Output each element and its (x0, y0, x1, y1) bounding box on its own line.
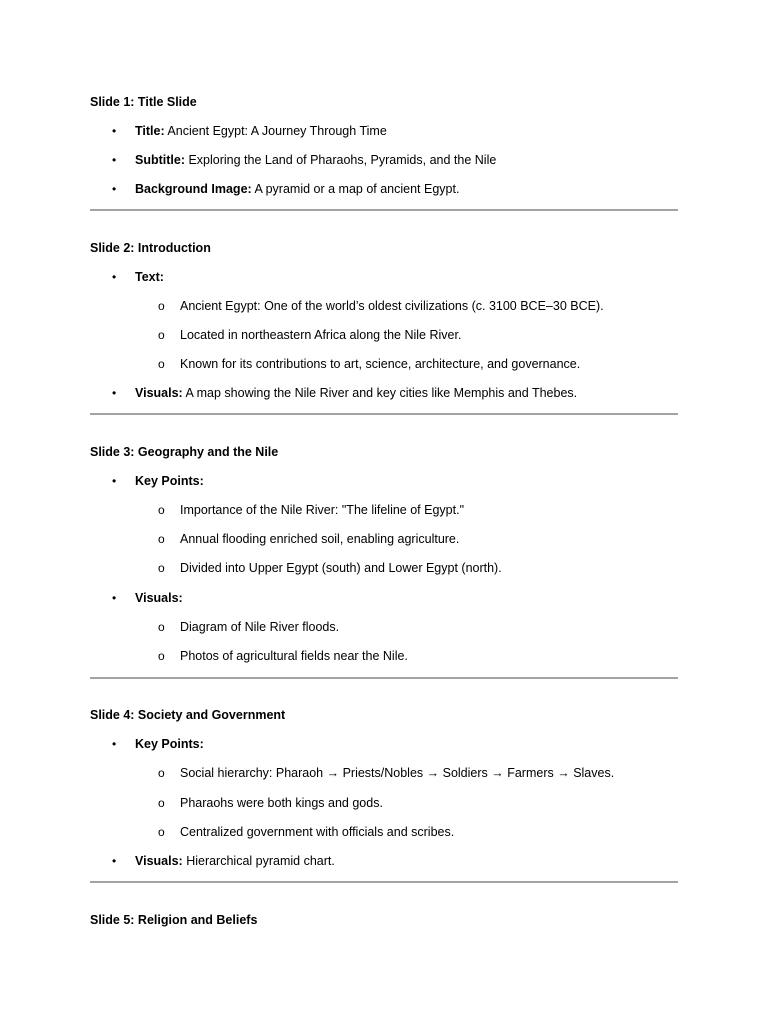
item-text: A map showing the Nile River and key cities like Memphis and Thebes. (182, 386, 578, 400)
list-item (135, 385, 577, 401)
sub-bullet-icon: o (158, 357, 165, 371)
item-text: Ancient Egypt: A Journey Through Time (164, 124, 387, 138)
bullet-icon: • (112, 124, 117, 138)
list-item (135, 269, 164, 285)
slide-heading: Slide 2: Introduction (90, 241, 211, 255)
item-text: Exploring the Land of Pharaohs, Pyramids, and the Nile (185, 153, 497, 167)
sub-list-item: Known for its contributions to art, science, architecture, and governance. (180, 357, 581, 371)
item-text: A pyramid or a map of ancient Egypt. (251, 182, 460, 196)
item-label: Visuals: (135, 854, 183, 868)
section-divider (90, 209, 678, 211)
sub-list-item: Importance of the Nile River: "The lifeline of Egypt." (180, 503, 465, 517)
slide-heading: Slide 1: Title Slide (90, 95, 197, 109)
list-item (135, 590, 183, 606)
item-label: Visuals: (135, 386, 183, 400)
sub-bullet-icon: o (158, 503, 165, 517)
bullet-icon: • (112, 854, 117, 868)
sub-bullet-icon: o (158, 328, 165, 342)
sub-list-item: Photos of agricultural fields near the Nile. (180, 649, 408, 663)
section-divider (90, 677, 678, 679)
sub-bullet-icon: o (158, 825, 165, 839)
item-label: Key Points: (135, 737, 204, 751)
section-divider (90, 881, 678, 883)
sub-list-item: Located in northeastern Africa along the Nile River. (180, 328, 462, 342)
sub-list-item: Ancient Egypt: One of the world’s oldest civilizations (c. 3100 BCE–30 BCE). (180, 299, 604, 313)
item-label: Background Image: (135, 182, 252, 196)
bullet-icon: • (112, 737, 117, 751)
bullet-icon: • (112, 270, 117, 284)
sub-bullet-icon: o (158, 620, 165, 634)
sub-list-item: Annual flooding enriched soil, enabling agriculture. (180, 532, 460, 546)
sub-bullet-icon: o (158, 532, 165, 546)
section-divider (90, 413, 678, 415)
list-item (135, 123, 387, 139)
sub-bullet-icon: o (158, 561, 165, 575)
sub-list-item: Pharaohs were both kings and gods. (180, 796, 383, 810)
sub-bullet-icon: o (158, 299, 165, 313)
sub-list-item: Diagram of Nile River floods. (180, 620, 340, 634)
sub-bullet-icon: o (158, 796, 165, 810)
slide-heading: Slide 4: Society and Government (90, 708, 286, 722)
list-item (135, 152, 496, 168)
list-item (135, 181, 459, 197)
sub-list-item: Centralized government with officials and scribes. (180, 825, 455, 839)
item-label: Text: (135, 270, 164, 284)
bullet-icon: • (112, 474, 117, 488)
sub-bullet-icon: o (158, 649, 165, 663)
item-label: Title: (135, 124, 165, 138)
bullet-icon: • (112, 153, 117, 167)
bullet-icon: • (112, 591, 117, 605)
bullet-icon: • (112, 386, 117, 400)
slide-heading: Slide 5: Religion and Beliefs (90, 913, 258, 927)
list-item (135, 473, 204, 489)
bullet-icon: • (112, 182, 117, 196)
item-label: Visuals: (135, 591, 183, 605)
item-label: Key Points: (135, 474, 204, 488)
list-item (135, 853, 335, 869)
sub-list-item: Social hierarchy: Pharaoh → Priests/Nobles → Soldiers → Farmers → Slaves. (180, 766, 615, 780)
item-text: Hierarchical pyramid chart. (182, 854, 335, 868)
sub-bullet-icon: o (158, 766, 165, 780)
item-label: Subtitle: (135, 153, 185, 167)
list-item (135, 736, 204, 752)
slide-heading: Slide 3: Geography and the Nile (90, 445, 279, 459)
sub-list-item: Divided into Upper Egypt (south) and Lower Egypt (north). (180, 561, 502, 575)
